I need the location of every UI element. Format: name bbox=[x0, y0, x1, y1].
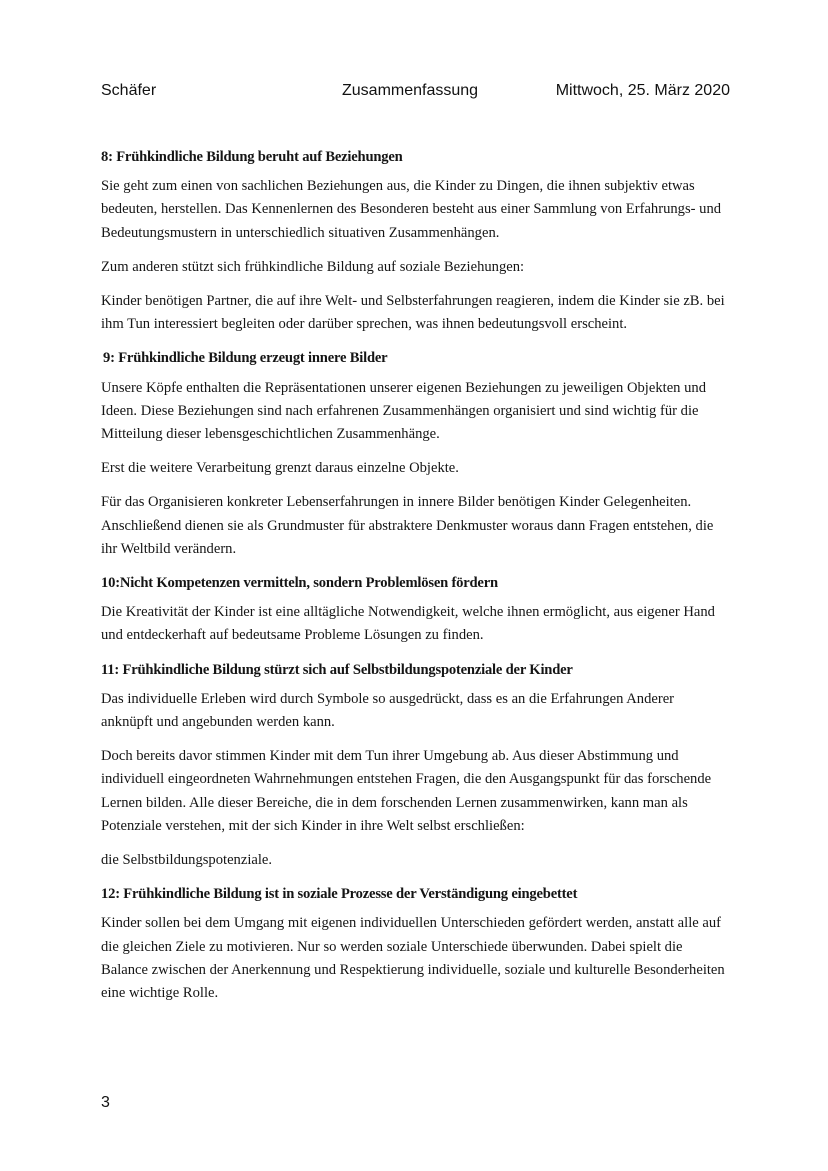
section-11 bbox=[101, 659, 728, 873]
section-8 bbox=[101, 146, 728, 336]
header-author: Schäfer bbox=[101, 82, 157, 99]
section-9 bbox=[101, 347, 728, 561]
header-date: Mittwoch, 25. März 2020 bbox=[555, 82, 730, 99]
paragraph: Unsere Köpfe enthalten die Repräsentationen unserer eigenen Beziehungen zu jeweiligen Objekten und Ideen. Diese Beziehungen sind nach erfahrenen Zusammenhängen organisiert und sind wichtig für die Mitteilung dieser lebensgeschichtlichen Zusammenhänge. bbox=[101, 379, 707, 443]
section-heading: 10:Nicht Kompetenzen vermitteln, sondern Problemlösen fördern bbox=[101, 575, 498, 592]
section-heading: 9: Frühkindliche Bildung erzeugt innere Bilder bbox=[103, 350, 388, 367]
section-10 bbox=[101, 572, 728, 648]
section-heading: 11: Frühkindliche Bildung stürzt sich auf Selbstbildungspotenziale der Kinder bbox=[101, 661, 573, 678]
section-heading: 12: Frühkindliche Bildung ist in soziale Prozesse der Verständigung eingebettet bbox=[101, 886, 578, 903]
paragraph: Kinder benötigen Partner, die auf ihre Welt- und Selbsterfahrungen reagieren, indem die Kinder sie zB. bei ihm Tun interessiert begleiten oder darüber sprechen, was ihnen bedeutungsvoll erscheint. bbox=[101, 293, 725, 333]
paragraph: Zum anderen stützt sich frühkindliche Bildung auf soziale Beziehungen: bbox=[101, 258, 525, 275]
section-heading: 8: Frühkindliche Bildung beruht auf Beziehungen bbox=[101, 149, 403, 165]
paragraph: Für das Organisieren konkreter Lebenserfahrungen in innere Bilder benötigen Kinder Gelegenheiten. Anschließend dienen sie als Grundmuster für abstraktere Denkmuster woraus dann Fragen entstehen, die ihr Weltbild verändern. bbox=[101, 494, 714, 557]
paragraph: Die Kreativität der Kinder ist eine alltägliche Notwendigkeit, welche ihnen ermöglicht, aus eigener Hand und entdeckerhaft auf bedeutsame Probleme Lösungen zu finden. bbox=[101, 604, 715, 644]
document-body bbox=[101, 146, 728, 1016]
paragraph: Doch bereits davor stimmen Kinder mit dem Tun ihrer Umgebung ab. Aus dieser Abstimmung und individuell eingeordneten Wahrnehmungen entstehen Fragen, die den Ausgangspunkt für das forschende Lernen bilden. Alle dieser Bereiche, die in dem forschenden Lernen zusammenwirken, kann man als Potenziale verstehen, mit der sich Kinder in ihre Welt selbst erschließen: bbox=[101, 748, 712, 834]
page-header bbox=[101, 82, 730, 106]
section-12 bbox=[101, 883, 728, 1005]
header-title: Zusammenfassung bbox=[342, 82, 479, 99]
paragraph: Das individuelle Erleben wird durch Symbole so ausgedrückt, dass es an die Erfahrungen Anderer anknüpft und angebunden werden kann. bbox=[101, 690, 675, 731]
page-number: 3 bbox=[101, 1094, 110, 1111]
paragraph: die Selbstbildungspotenziale. bbox=[101, 852, 273, 869]
paragraph: Sie geht zum einen von sachlichen Beziehungen aus, die Kinder zu Dingen, die ihnen subjektiv etwas bedeuten, herstellen. Das Kennenlernen des Besonderen besteht aus einer Sammlung von Erfahrungs- und Bedeutungsmustern in unterschiedlich situativen Zusammenhängen. bbox=[101, 178, 722, 241]
paragraph: Kinder sollen bei dem Umgang mit eigenen individuellen Unterschieden gefördert werden, anstatt alle auf die gleichen Ziele zu motivieren. Nur so werden soziale Unterschiede überwunden. Dabei spielt die Balance zwischen der Anerkennung und Respektierung individuelle, soziale und kulturelle Besonderheiten eine wichtige Rolle. bbox=[101, 915, 725, 1002]
paragraph: Erst die weitere Verarbeitung grenzt daraus einzelne Objekte. bbox=[101, 460, 459, 477]
